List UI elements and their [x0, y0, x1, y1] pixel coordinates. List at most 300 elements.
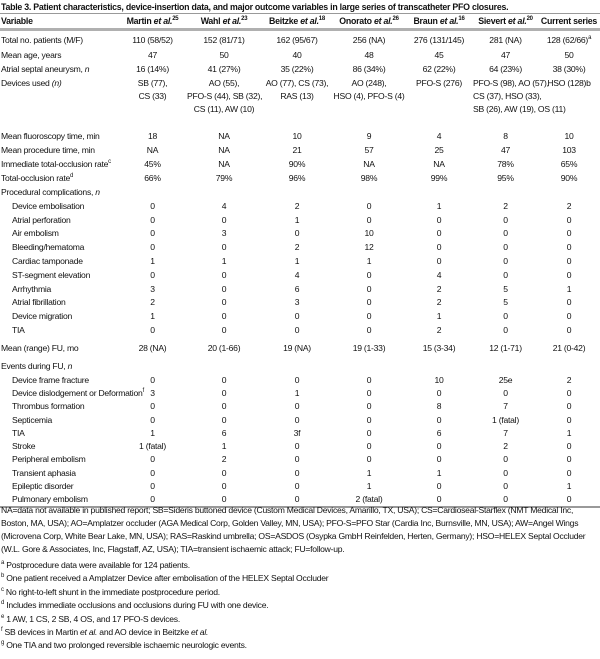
row-label-text: Mean (range) FU, mo: [1, 342, 79, 353]
table-cell: [405, 143, 473, 157]
table-row: [0, 282, 600, 296]
cell-value: 0: [503, 269, 508, 280]
table-cell: [118, 439, 187, 452]
row-label: [0, 466, 118, 479]
table-cell: [538, 129, 600, 143]
table-cell: [473, 439, 538, 452]
table-cell: [261, 240, 333, 254]
row-label: [0, 426, 118, 439]
cell-value: 1: [294, 387, 300, 398]
table-cell: [118, 453, 187, 466]
table-cell: [118, 479, 187, 492]
table-cell: [187, 386, 261, 399]
cell-value: 0: [221, 401, 227, 412]
cell-value: 0: [150, 454, 155, 465]
table-row: [0, 386, 600, 399]
table-cell: [187, 309, 261, 323]
footnote: [1, 559, 599, 572]
table-cell: [261, 386, 333, 399]
cell-value: 10: [292, 131, 302, 141]
cell-value: 0: [294, 414, 300, 425]
table-cell: [333, 62, 405, 76]
row-label: [0, 30, 118, 49]
table-cell: [261, 479, 333, 492]
row-label: [0, 479, 118, 492]
table-cell: [405, 268, 473, 282]
cell-value: 0: [221, 494, 227, 505]
table-cell: [405, 240, 473, 254]
table-row: [0, 48, 600, 62]
table-cell: [538, 359, 600, 373]
cell-value: 0: [221, 325, 227, 336]
table-cell: [405, 426, 473, 439]
table-cell: [118, 337, 187, 359]
footnote: [1, 599, 599, 612]
footnote-mark: b: [1, 573, 5, 580]
table-cell: [333, 48, 405, 62]
cell-value: 28 (NA): [138, 342, 167, 353]
cell-value: 2: [221, 454, 227, 465]
cell-value: 12 (1-71): [489, 342, 522, 353]
column-name: Martin: [126, 16, 154, 26]
table-cell: [261, 323, 333, 337]
cell-value: 78%: [497, 159, 514, 169]
cell-value: 152 (81/71): [203, 35, 245, 45]
row-label-text: Device frame fracture: [12, 374, 89, 385]
table-cell: [187, 240, 261, 254]
cell-value: 0: [366, 454, 372, 465]
cell-value: 0: [366, 414, 372, 425]
table-cell: [118, 48, 187, 62]
cell-value: 1: [436, 311, 442, 322]
table-cell: [333, 282, 405, 296]
cell-value: 47: [500, 145, 511, 155]
row-label-text: Atrial perforation: [12, 214, 71, 225]
table-cell: [538, 254, 600, 268]
table-row: [0, 426, 600, 439]
cell-value: 0: [221, 480, 227, 491]
cell-value: 0: [150, 228, 155, 239]
table-cell: [405, 157, 473, 171]
cell-value: 1: [566, 427, 572, 438]
cell-value: 2: [436, 283, 442, 294]
cell-value: 0: [503, 311, 508, 322]
table-cell: [118, 323, 187, 337]
cell-value: AO (77), CS (73), RAS (13): [265, 78, 329, 101]
cell-value: 96%: [288, 173, 306, 183]
footnote-mark: f: [1, 627, 3, 634]
table-cell: [538, 48, 600, 62]
row-label: [0, 143, 118, 157]
cell-value: 0: [221, 467, 227, 478]
row-label: [0, 48, 118, 62]
cell-value: 2: [150, 297, 155, 308]
row-label-text: Pulmonary embolism: [12, 494, 88, 505]
cell-value: 7: [503, 401, 508, 412]
cell-value: 0: [503, 214, 508, 225]
cell-value: 0: [221, 414, 227, 425]
table-cell: [333, 426, 405, 439]
cell-value: 0: [221, 387, 227, 398]
table-cell: [405, 227, 473, 241]
cell-value: 0: [294, 401, 300, 412]
row-label-text: Transient aphasia: [12, 467, 76, 478]
cell-value: 40: [292, 50, 302, 60]
cell-value: 1: [436, 467, 442, 478]
footnote: [1, 626, 599, 639]
table-cell: [187, 48, 261, 62]
cell-value: 18: [147, 131, 158, 141]
column-name-italic: et al.: [222, 16, 242, 26]
cell-value: 99%: [430, 173, 448, 183]
cell-value: 50: [564, 50, 574, 60]
table-cell: [261, 227, 333, 241]
table-cell: [261, 309, 333, 323]
table-cell: [405, 400, 473, 413]
table-cell: [405, 479, 473, 492]
row-label: [0, 296, 118, 310]
table-cell: [118, 62, 187, 76]
footnote-text: No right-to-left shunt in the immediate postprocedure period.: [3, 586, 220, 597]
cell-value: 3: [294, 297, 300, 308]
column-name: Current series: [540, 16, 598, 26]
table-cell: [187, 413, 261, 426]
table-row: [0, 268, 600, 282]
column-header: [0, 14, 118, 30]
table-cell: [473, 254, 538, 268]
table-cell: [333, 129, 405, 143]
table-cell: [473, 323, 538, 337]
table-row: [0, 479, 600, 492]
table-row: [0, 185, 600, 199]
cell-value: 19 (1-33): [352, 342, 386, 353]
table-cell: [261, 413, 333, 426]
table-cell: [261, 337, 333, 359]
cell-value: AO (55), PFO-S (44), SB (32), CS (11), AW (10): [187, 78, 263, 114]
cell-value: 4: [436, 131, 442, 141]
cell-value: 0: [503, 467, 508, 478]
row-label-text: Thrombus formation: [12, 401, 85, 412]
row-label: [0, 240, 118, 254]
table-cell: [333, 268, 405, 282]
table-cell: [473, 213, 538, 227]
table-header-row: [0, 14, 600, 30]
cell-value: 1 (fatal): [492, 414, 519, 425]
row-label: [0, 373, 118, 386]
table-cell: [473, 453, 538, 466]
footnote-text: One TIA and two prolonged reversible ischaemic neurologic events.: [4, 640, 247, 651]
table-cell: [118, 199, 187, 213]
cell-value: 0: [436, 454, 442, 465]
table-cell: [261, 213, 333, 227]
table-cell: [405, 213, 473, 227]
cell-value: 90%: [288, 159, 306, 169]
row-label: [0, 62, 118, 76]
table-cell: [333, 453, 405, 466]
table-row: [0, 76, 600, 129]
table-cell: [473, 199, 538, 213]
row-label-italic: (n): [51, 78, 62, 88]
table-cell: [118, 426, 187, 439]
table-cell: [261, 439, 333, 452]
table-row: [0, 254, 600, 268]
table-cell: [405, 185, 473, 199]
table-cell: [187, 323, 261, 337]
cell-value: 0: [366, 283, 372, 294]
table-cell: [118, 359, 187, 373]
column-header: [187, 14, 261, 30]
table-cell: [118, 373, 187, 386]
row-label: [0, 227, 118, 241]
cell-value: 0: [503, 228, 508, 239]
cell-value: 0: [566, 414, 572, 425]
cell-value: NA: [433, 159, 445, 169]
table-cell: [473, 157, 538, 171]
table-cell: [538, 282, 600, 296]
table-cell: [118, 30, 187, 49]
table-cell: [187, 453, 261, 466]
cell-value: 45: [434, 50, 444, 60]
table-cell: [405, 413, 473, 426]
table-cell: [261, 453, 333, 466]
table-cell: [538, 76, 600, 129]
table-cell: [405, 129, 473, 143]
table-cell: [538, 479, 600, 492]
cell-value: 0: [366, 200, 372, 211]
cell-value: 0: [436, 441, 442, 452]
table-cell: [187, 439, 261, 452]
footnote: [1, 613, 599, 626]
cell-value: 3: [150, 387, 155, 398]
footnote-text: Includes immediate occlusions and occlusions during FU with one device.: [4, 600, 269, 611]
cell-value: 0: [294, 467, 300, 478]
row-label-text: Mean procedure time, min: [1, 145, 95, 155]
footnote: [1, 639, 599, 652]
table-cell: [261, 129, 333, 143]
cell-value: SB (77), CS (33): [137, 78, 168, 101]
row-label-text: Stroke: [12, 441, 36, 452]
table-cell: [261, 426, 333, 439]
cell-value: 1: [366, 467, 372, 478]
table-cell: [473, 479, 538, 492]
column-name: Braun: [413, 16, 440, 26]
table-cell: [187, 282, 261, 296]
reference-number: 18: [318, 16, 325, 23]
table-cell: [405, 48, 473, 62]
cell-value: 2: [294, 242, 300, 253]
table-row: [0, 30, 600, 49]
cell-value: 256 (NA): [352, 35, 386, 45]
table-cell: [405, 171, 473, 185]
cell-value: 0: [566, 214, 572, 225]
cell-value: 47: [500, 50, 511, 60]
table-cell: [187, 62, 261, 76]
cell-value: 0: [366, 441, 372, 452]
footnote-mark: a: [588, 35, 592, 42]
table-cell: [187, 199, 261, 213]
table-cell: [333, 337, 405, 359]
table-cell: [118, 466, 187, 479]
table-cell: [118, 413, 187, 426]
cell-value: 86 (34%): [352, 64, 386, 74]
cell-value: PFO-S (276): [416, 78, 462, 88]
table-cell: [333, 254, 405, 268]
table-cell: [333, 323, 405, 337]
cell-value: 8: [436, 401, 442, 412]
cell-value: 50: [219, 50, 229, 60]
table-cell: [333, 309, 405, 323]
column-header: [405, 14, 473, 30]
column-name-italic: et al.: [153, 16, 173, 26]
column-name: Onorato: [339, 16, 374, 26]
cell-value: 41 (27%): [207, 64, 241, 74]
footnote-text: and AO device in Beitzke: [97, 627, 191, 638]
row-label-italic: n: [95, 187, 100, 197]
table-cell: [333, 439, 405, 452]
footnote-mark: a: [1, 560, 5, 567]
table-cell: [261, 30, 333, 49]
cell-value: 0: [503, 387, 508, 398]
cell-value: 9: [366, 131, 372, 141]
table-cell: [261, 359, 333, 373]
table-cell: [538, 268, 600, 282]
table-cell: [405, 439, 473, 452]
table-cell: [187, 171, 261, 185]
cell-value: 128 (62/66): [546, 35, 589, 45]
table-cell: [473, 337, 538, 359]
table-cell: [538, 171, 600, 185]
table-title: Table 3. Patient characteristics, device-insertion data, and major outcome variables in large series of transcatheter PFO closures.: [1, 2, 509, 12]
table-cell: [473, 466, 538, 479]
table-cell: [538, 309, 600, 323]
row-label-text: Device dislodgement or Deformation: [12, 387, 143, 398]
table-cell: [261, 254, 333, 268]
cell-value: 0: [436, 387, 442, 398]
cell-value: 0: [366, 374, 372, 385]
cell-value: 3: [221, 228, 227, 239]
row-label-italic: n: [84, 64, 90, 74]
cell-value: HSO (128)b: [547, 78, 591, 88]
cell-value: 276 (131/145): [413, 35, 465, 45]
cell-value: 2: [566, 374, 572, 385]
cell-value: 0: [503, 242, 508, 253]
table-cell: [473, 30, 538, 49]
table-cell: [187, 30, 261, 49]
table-cell: [261, 185, 333, 199]
cell-value: 0: [150, 414, 155, 425]
row-label-text: Air embolism: [12, 228, 59, 239]
table-cell: [187, 268, 261, 282]
table-row: [0, 129, 600, 143]
table-row: [0, 199, 600, 213]
cell-value: 0: [436, 480, 442, 491]
cell-value: 1: [150, 311, 155, 322]
table-cell: [538, 296, 600, 310]
table-cell: [538, 240, 600, 254]
cell-value: 0: [366, 325, 372, 336]
footnotes: [1, 559, 599, 653]
table-cell: [333, 213, 405, 227]
cell-value: 0: [503, 494, 508, 505]
cell-value: 0: [294, 494, 300, 505]
reference-number: 16: [458, 16, 465, 23]
table-cell: [473, 373, 538, 386]
table-cell: [473, 76, 566, 129]
table-cell: [473, 309, 538, 323]
table-cell: [538, 62, 600, 76]
cell-value: 0: [150, 494, 155, 505]
table-cell: [261, 400, 333, 413]
row-label-text: Total no. patients (M/F): [1, 35, 83, 45]
row-label: [0, 254, 118, 268]
table-row: [0, 359, 600, 373]
cell-value: 0: [366, 214, 372, 225]
row-label-text: Device migration: [12, 311, 72, 322]
row-label: [0, 386, 144, 399]
table-cell: [187, 400, 261, 413]
footnote-mark: d: [1, 600, 5, 607]
column-name: Sievert: [478, 16, 509, 26]
cell-value: 0: [503, 256, 508, 267]
row-label-text: Bleeding/hematoma: [12, 242, 85, 253]
row-label: [0, 129, 118, 143]
row-label: [0, 439, 118, 452]
row-label: [0, 213, 118, 227]
cell-value: 62 (22%): [422, 64, 456, 74]
cell-value: 0: [366, 269, 372, 280]
footnote: [1, 586, 599, 599]
table-cell: [405, 62, 473, 76]
row-label-text: Device embolisation: [12, 200, 85, 211]
cell-value: 21 (0-42): [552, 342, 586, 353]
table-cell: [187, 426, 261, 439]
cell-value: 0: [294, 374, 300, 385]
table-row: [0, 213, 600, 227]
cell-value: 10: [364, 228, 374, 239]
cell-value: 0: [566, 242, 572, 253]
table-cell: [405, 282, 473, 296]
table-cell: [405, 386, 473, 399]
row-label: [0, 337, 118, 359]
table-cell: [333, 240, 405, 254]
cell-value: 15 (3-34): [422, 342, 456, 353]
cell-value: 57: [364, 145, 374, 155]
table-cell: [333, 185, 405, 199]
cell-value: 2: [294, 200, 300, 211]
cell-value: 0: [294, 454, 300, 465]
cell-value: 35 (22%): [280, 64, 314, 74]
table-cell: [405, 359, 473, 373]
table-cell: [118, 143, 187, 157]
table-cell: [473, 426, 538, 439]
row-label: [0, 76, 118, 129]
cell-value: 79%: [215, 173, 233, 183]
table-cell: [261, 48, 333, 62]
cell-value: 48: [364, 50, 374, 60]
table-cell: [473, 282, 538, 296]
table-cell: [538, 386, 600, 399]
table-cell: [405, 337, 473, 359]
table-cell: [333, 296, 405, 310]
cell-value: 0: [566, 494, 572, 505]
cell-value: 0: [221, 269, 227, 280]
row-label-text: Septicemia: [12, 414, 53, 425]
table-cell: [187, 227, 261, 241]
row-label: [0, 199, 118, 213]
row-label-text: Mean age, years: [1, 50, 62, 60]
table-cell: [538, 213, 600, 227]
cell-value: 0: [150, 401, 155, 412]
